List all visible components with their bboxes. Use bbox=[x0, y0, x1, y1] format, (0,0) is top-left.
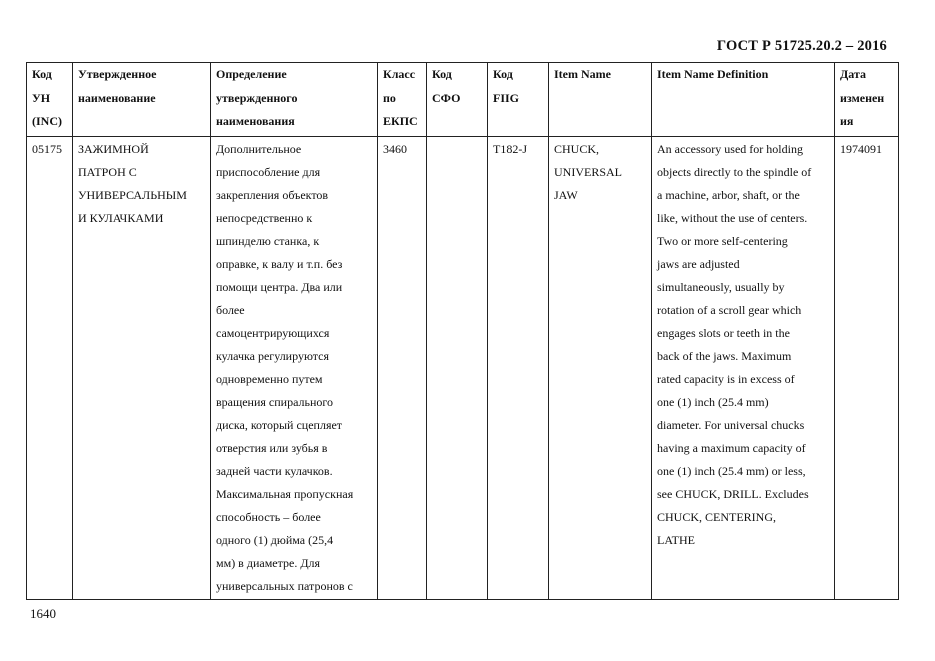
cell-approved-name: ЗАЖИМНОЙ ПАТРОН С УНИВЕРСАЛЬНЫМ И КУЛАЧКАМИ bbox=[73, 137, 211, 600]
cell-fiig: T182-J bbox=[488, 137, 549, 600]
cell-class: 3460 bbox=[378, 137, 427, 600]
nomenclature-table bbox=[26, 62, 899, 600]
column-header-definition: Определение утвержденного наименования bbox=[211, 63, 378, 137]
column-header-fiig: Код FIIG bbox=[488, 63, 549, 137]
cell-item-name: CHUCK, UNIVERSAL JAW bbox=[549, 137, 652, 600]
cell-item-definition: An accessory used for holding objects directly to the spindle of a machine, arbor, shaft, or the like, without the use of centers. Two or more self-centering jaws are adjusted simultaneously, usually by rotation of a scroll gear which engages slots or teeth in the back of the jaws. Maximum rated capacity is in excess of one (1) inch (25.4 mm) diameter. For universal chucks having a maximum capacity of one (1) inch (25.4 mm) or less, see CHUCK, DRILL. Excludes CHUCK, CENTERING, LATHE bbox=[652, 137, 835, 600]
document-standard-title: ГОСТ Р 51725.20.2 – 2016 bbox=[716, 38, 887, 54]
cell-definition: Дополнительное приспособление для закрепления объектов непосредственно к шпинделю станка, к оправке, к валу и т.п. без помощи центра. Два или более самоцентрирующихся кулачка регулируются одновременно путем вращения спирального диска, который сцепляет отверстия или зубья в задней части кулачков. Максимальная пропускная способность – более одного (1) дюйма (25,4 мм) в диаметре. Для универсальных патронов с bbox=[211, 137, 378, 600]
table-header-row bbox=[27, 63, 899, 137]
nomenclature-table-container bbox=[26, 62, 898, 600]
column-header-item-name: Item Name bbox=[549, 63, 652, 137]
column-header-date: Дата изменен ия bbox=[835, 63, 899, 137]
column-header-approved-name: Утвержденное наименование bbox=[73, 63, 211, 137]
column-header-item-definition: Item Name Definition bbox=[652, 63, 835, 137]
column-header-class: Класс по ЕКПС bbox=[378, 63, 427, 137]
cell-inc: 05175 bbox=[27, 137, 73, 600]
table-row bbox=[27, 137, 899, 600]
page-number: 1640 bbox=[30, 606, 56, 621]
cell-date: 1974091 bbox=[835, 137, 899, 600]
column-header-sfo: Код СФО bbox=[427, 63, 488, 137]
cell-sfo bbox=[427, 137, 488, 600]
column-header-inc: Код УН (INC) bbox=[27, 63, 73, 137]
